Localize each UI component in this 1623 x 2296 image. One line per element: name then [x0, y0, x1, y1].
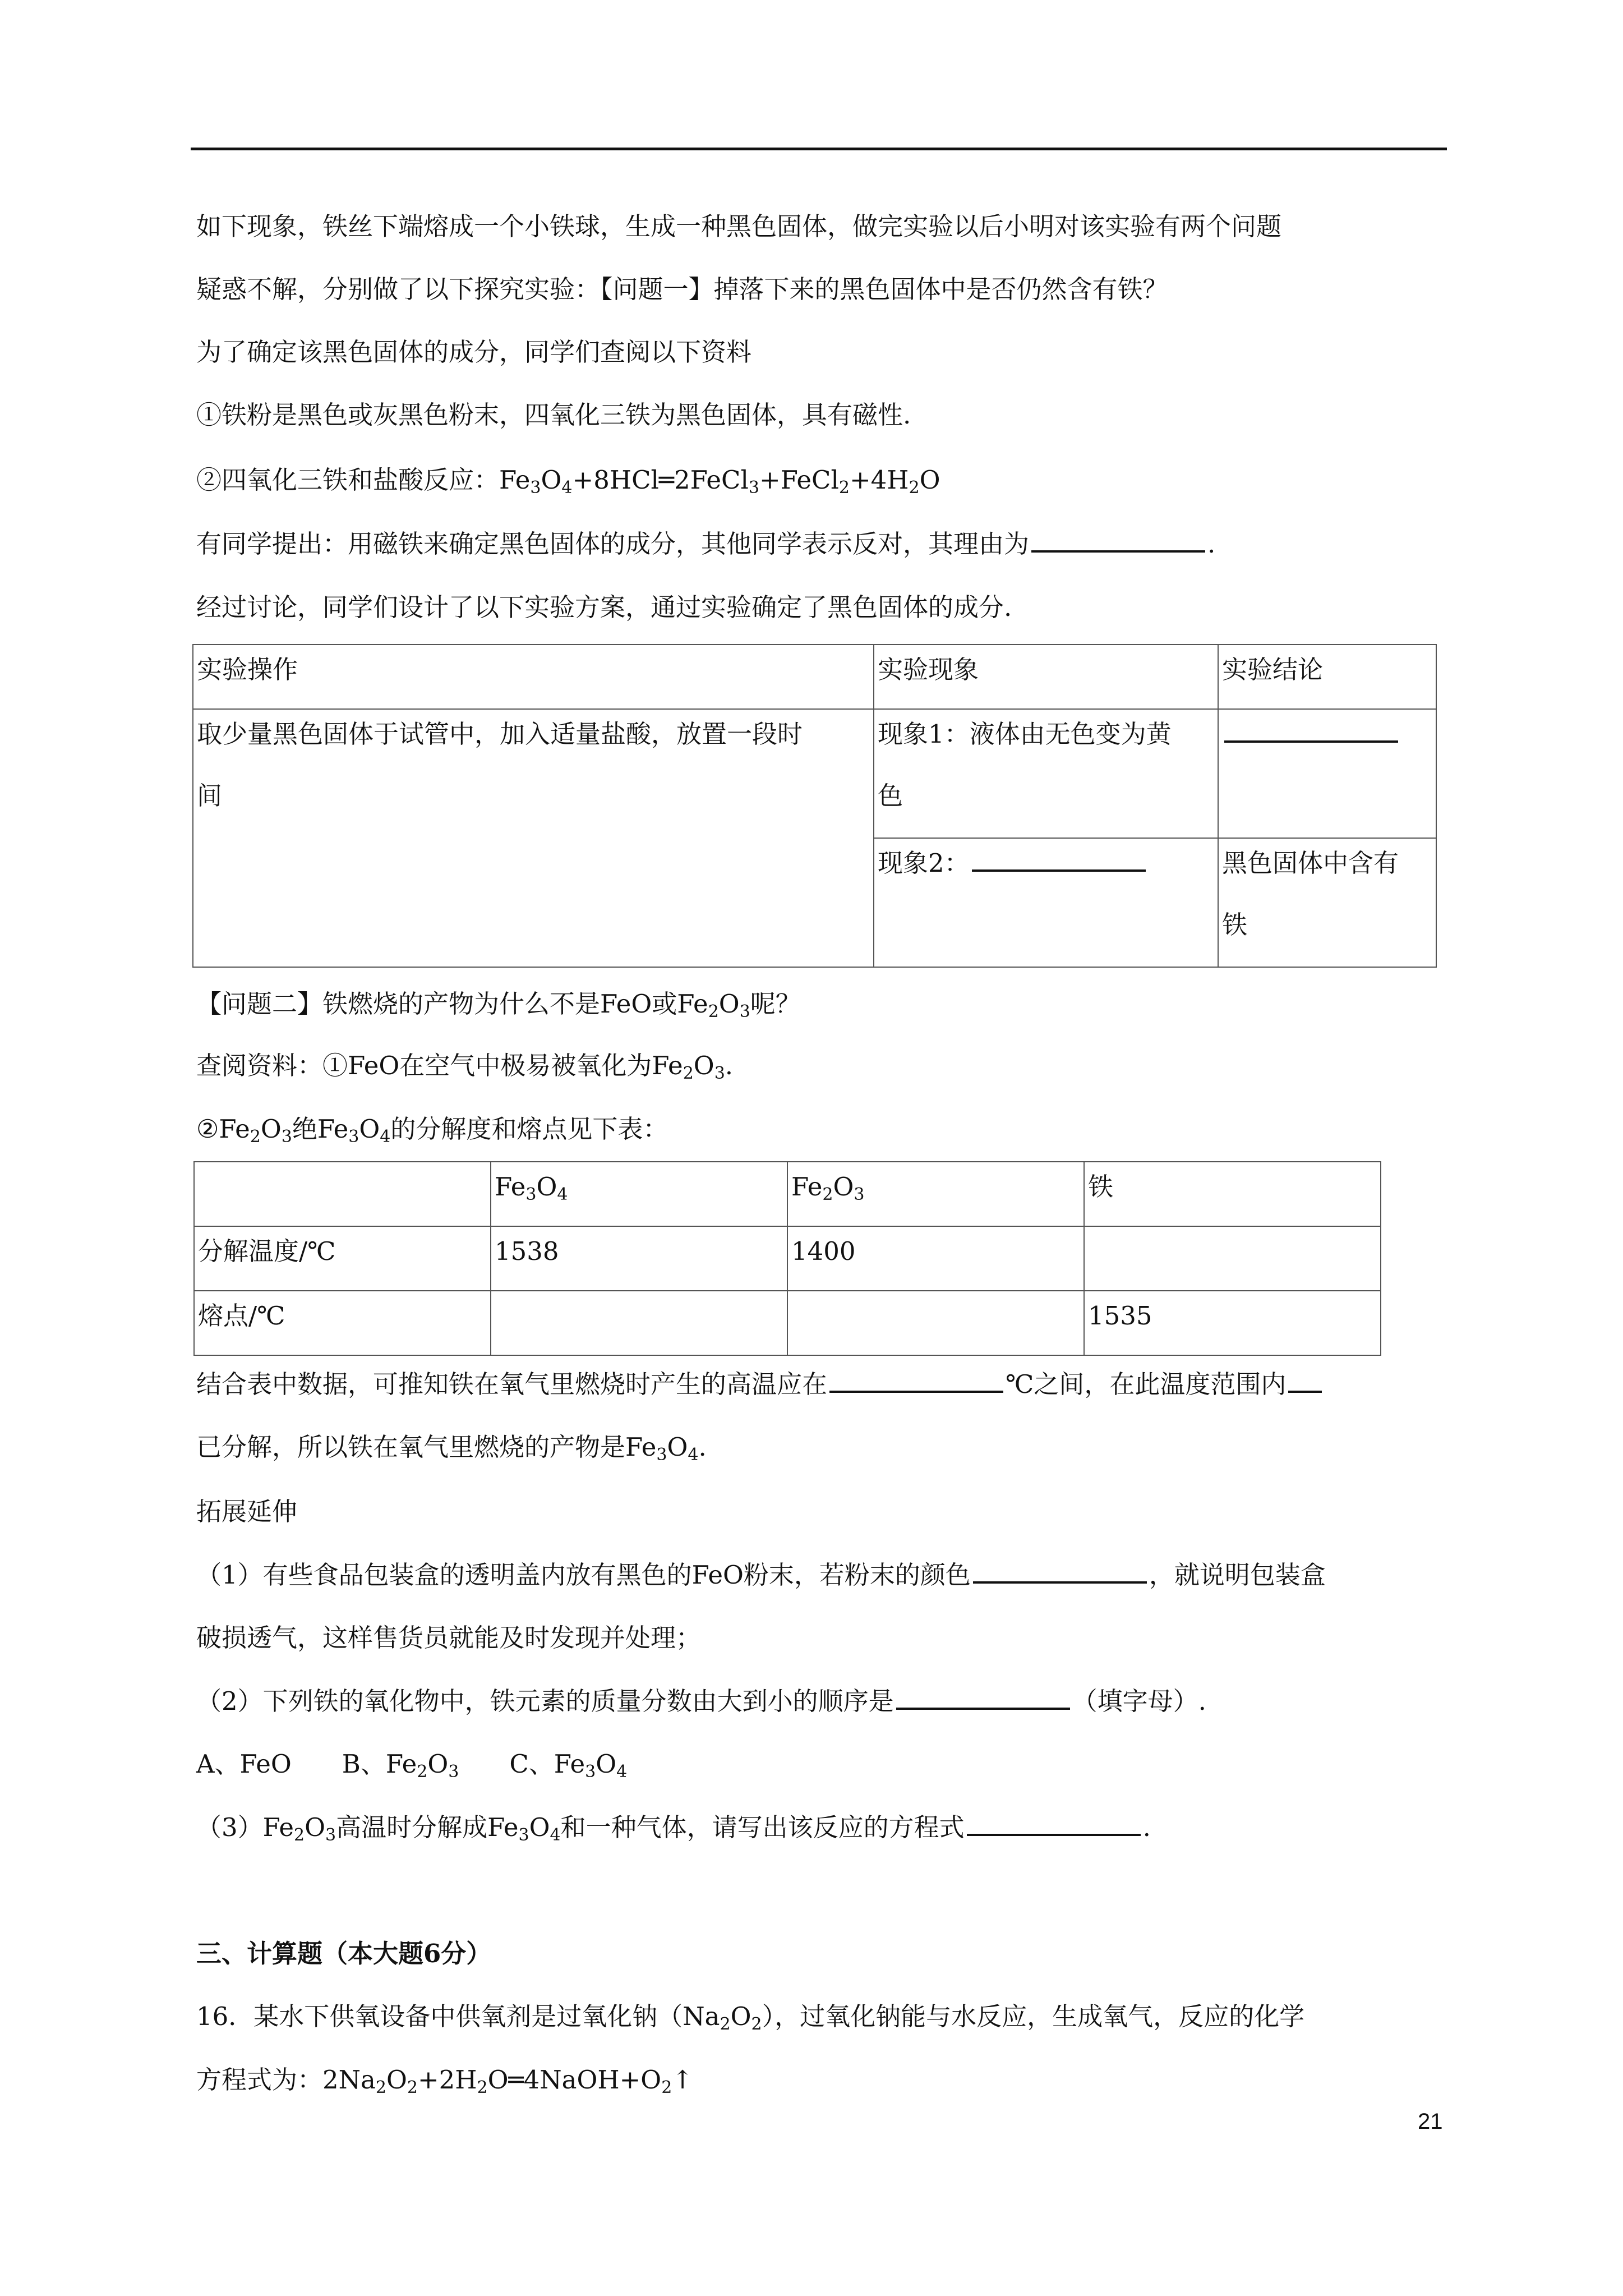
section-heading: 三、计算题（本大题6分） [196, 1939, 492, 1968]
answer-blank[interactable] [829, 1368, 1003, 1393]
text-line: A、FeO B、$Fe_2O_3$ C、$Fe_3O_4$ [196, 1749, 628, 1782]
table-header-cell: 实验操作 [193, 645, 874, 709]
table-cell: 熔点/℃ [194, 1291, 491, 1355]
table-cell: 现象1：液体由无色变为黄 色 [874, 709, 1218, 838]
text-line: 结合表中数据，可推知铁在氧气里燃烧时产生的高温应在 ℃之间，在此温度范围内 [196, 1368, 1324, 1401]
table-cell [491, 1291, 787, 1355]
text-line: （1）有些食品包装盒的透明盖内放有黑色的FeO粉末，若粉末的颜色 ，就说明包装盒 [196, 1560, 1326, 1590]
table-header-cell: 实验结论 [1218, 645, 1436, 709]
text-line: 【问题二】铁燃烧的产物为什么不是FeO或$Fe_2O_3$呢？ [196, 989, 801, 1022]
page-number: 21 [1418, 2109, 1443, 2134]
text-line: 方程式为：$2Na_2O_2+2H_2O═4NaOH+O_2↑$ [196, 2065, 693, 2097]
text-line: 查阅资料：①FeO在空气中极易被氧化为$Fe_2O_3$. [196, 1051, 734, 1083]
text-line: 为了确定该黑色固体的成分，同学们查阅以下资料 [196, 337, 752, 367]
table-cell: 现象2： [874, 838, 1218, 967]
text-line: 拓展延伸 [196, 1497, 298, 1526]
text-line: （2）下列铁的氧化物中，铁元素的质量分数由大到小的顺序是 （填字母）. [196, 1686, 1206, 1716]
answer-blank[interactable] [973, 1559, 1147, 1584]
header-rule [191, 148, 1447, 150]
answer-blank[interactable] [1288, 1368, 1322, 1393]
text-line: 有同学提出：用磁铁来确定黑色固体的成分，其他同学表示反对，其理由为 . [196, 529, 1216, 559]
table-header-cell: 实验现象 [874, 645, 1218, 709]
text-line: 经过讨论，同学们设计了以下实验方案，通过实验确定了黑色固体的成分. [196, 592, 1012, 622]
table-cell: 1535 [1084, 1291, 1381, 1355]
answer-blank[interactable] [972, 847, 1146, 872]
table-header-cell: $Fe_3O_4$ [491, 1162, 787, 1226]
table-cell: 1538 [491, 1226, 787, 1291]
text-line: 如下现象，铁丝下端熔成一个小铁球，生成一种黑色固体，做完实验以后小明对该实验有两个问题 [196, 211, 1282, 241]
temperature-table [193, 1161, 1381, 1356]
table-cell [1218, 709, 1436, 838]
text-line: ①铁粉是黑色或灰黑色粉末，四氧化三铁为黑色固体，具有磁性. [196, 400, 911, 430]
table-cell [787, 1291, 1084, 1355]
text-line: $(3)Fe_2O_3$高温时分解成$Fe_3O_4$和一种气体，请写出该反应的方程式 . [196, 1812, 1151, 1845]
table-cell: 取少量黑色固体于试管中，加入适量盐酸，放置一段时 间 [193, 709, 874, 967]
text-line: 疑惑不解，分别做了以下探究实验：【问题一】掉落下来的黑色固体中是否仍然含有铁？ [196, 274, 1168, 304]
answer-blank[interactable] [967, 1811, 1141, 1836]
table-cell: 分解温度/℃ [194, 1226, 491, 1291]
answer-blank[interactable] [1031, 528, 1205, 553]
table-cell: 1400 [787, 1226, 1084, 1291]
text-line: 16．某水下供氧设备中供氧剂是过氧化钠$(Na_2O_2)$，过氧化钠能与水反应，生成氧气，反应的化学 [196, 2001, 1305, 2034]
text-line: $②Fe_2O_3$绝$Fe_3O_4$的分解度和熔点见下表： [196, 1114, 668, 1147]
experiment-table [192, 644, 1437, 968]
table-header-cell: 铁 [1084, 1162, 1381, 1226]
text-line: ②四氧化三铁和盐酸反应：$Fe_3O_4+8HCl═2FeCl_3+FeCl_2+4H_2O$ [196, 465, 940, 498]
table-cell [194, 1162, 491, 1226]
text-line: 已分解，所以铁在氧气里燃烧的产物是$Fe_3O_4$. [196, 1432, 707, 1465]
answer-blank[interactable] [896, 1685, 1070, 1710]
table-cell [1084, 1226, 1381, 1291]
table-cell: 黑色固体中含有 铁 [1218, 838, 1436, 967]
answer-blank[interactable] [1224, 718, 1398, 743]
table-header-cell: $Fe_2O_3$ [787, 1162, 1084, 1226]
text-line: 破损透气，这样售货员就能及时发现并处理； [196, 1623, 702, 1653]
